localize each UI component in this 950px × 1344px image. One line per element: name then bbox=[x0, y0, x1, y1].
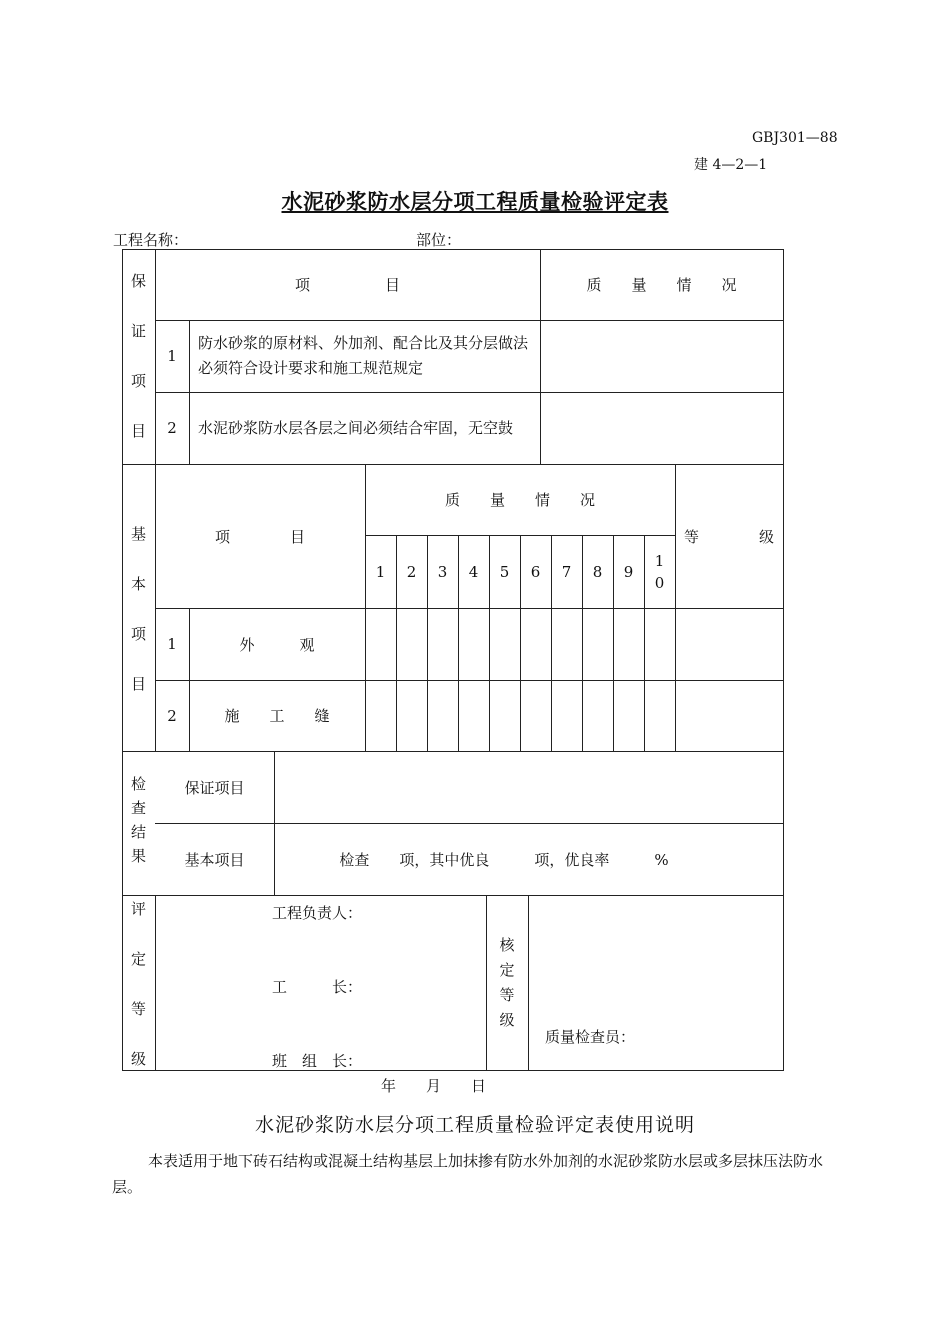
basic-row-2-text: 施 工 缝 bbox=[224, 707, 330, 725]
check-guarantee-label: 保证项目 bbox=[184, 778, 245, 797]
quality-col-2: 2 bbox=[406, 562, 417, 581]
verify-grade-label: 核 定 等 级 bbox=[499, 936, 515, 1029]
guarantee-item-header: 项 目 bbox=[294, 276, 400, 294]
quality-col-10: 10 bbox=[654, 551, 665, 592]
quality-col-1: 1 bbox=[375, 562, 386, 581]
quality-col-5: 5 bbox=[499, 562, 510, 581]
basic-grade-header: 等 级 bbox=[683, 527, 774, 546]
date-line: 年 月 日 bbox=[381, 1077, 487, 1095]
basic-item-header: 项 目 bbox=[214, 527, 305, 546]
quality-col-9: 9 bbox=[623, 562, 634, 581]
check-basic-label: 基本项目 bbox=[184, 850, 245, 869]
form-code: 建 4—2—1 bbox=[694, 157, 768, 173]
check-guarantee-result[interactable] bbox=[275, 752, 783, 823]
rating-section-label: 评 定 等 级 bbox=[130, 900, 146, 1068]
quality-col-4: 4 bbox=[468, 562, 479, 581]
guarantee-row-2-no: 2 bbox=[167, 419, 177, 437]
instructions-text: 本表适用于地下砖石结构或混凝土结构基层上加抹掺有防水外加剂的水泥砂浆防水层或多层抹压法防水层。 bbox=[112, 1152, 824, 1196]
standard-code: GBJ301—88 bbox=[752, 130, 838, 146]
basic-row-1-text: 外 观 bbox=[239, 635, 315, 654]
guarantee-row-1-no: 1 bbox=[167, 347, 177, 365]
guarantee-row-2-text: 水泥砂浆防水层各层之间必须结合牢固，无空鼓 bbox=[198, 418, 514, 437]
instructions-title: 水泥砂浆防水层分项工程质量检验评定表使用说明 bbox=[254, 1114, 695, 1136]
guarantee-row-1-text: 防水砂浆的原材料、外加剂、配合比及其分层做法必须符合设计要求和施工规范规定 bbox=[198, 334, 529, 377]
location-label: 部位： bbox=[416, 231, 462, 249]
guarantee-quality-header: 质 量 情 况 bbox=[586, 276, 737, 294]
project-leader-label: 工程负责人： bbox=[272, 904, 363, 922]
guarantee-row-2-quality[interactable] bbox=[541, 393, 783, 464]
inspector-label: 质量检查员： bbox=[545, 1028, 636, 1046]
check-section-label: 检 查 结 果 bbox=[130, 775, 146, 865]
basic-section-label: 基 本 项 目 bbox=[130, 525, 146, 693]
guarantee-section-label: 保 证 项 目 bbox=[130, 272, 146, 440]
basic-row-2-no: 2 bbox=[167, 706, 177, 725]
guarantee-row-1-quality[interactable] bbox=[541, 321, 783, 392]
quality-col-7: 7 bbox=[561, 562, 572, 581]
quality-col-6: 6 bbox=[530, 562, 541, 581]
project-name-label: 工程名称： bbox=[113, 231, 189, 249]
quality-col-3: 3 bbox=[437, 562, 448, 581]
basic-quality-header: 质 量 情 况 bbox=[444, 491, 595, 509]
team-leader-label: 班 组 长： bbox=[272, 1052, 363, 1070]
form-title: 水泥砂浆防水层分项工程质量检验评定表 bbox=[281, 189, 669, 214]
foreman-label: 工 长： bbox=[272, 978, 363, 996]
check-basic-summary: 检查 项，其中优良 项，优良率 % bbox=[339, 850, 669, 869]
quality-col-8: 8 bbox=[592, 562, 603, 581]
basic-row-1-no: 1 bbox=[167, 635, 177, 653]
